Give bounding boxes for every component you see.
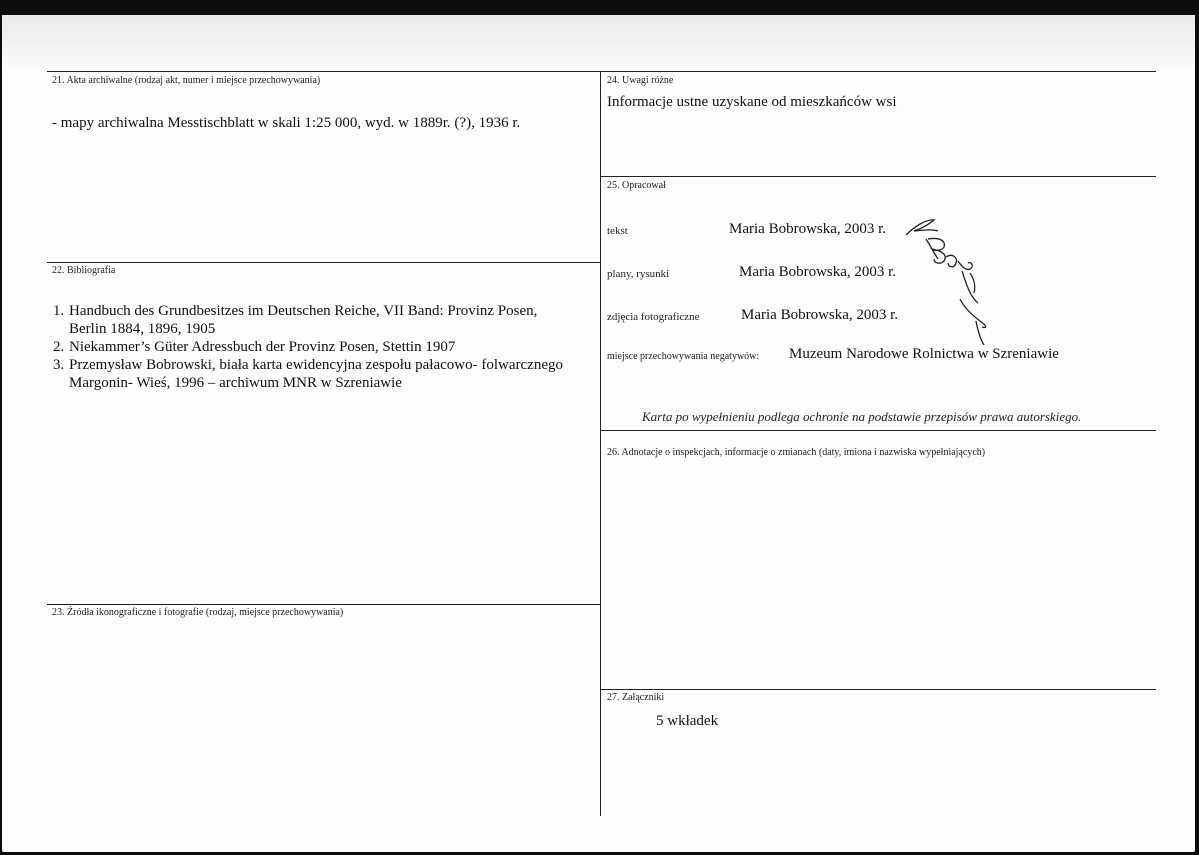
section-22-header: 22. Bibliografia (52, 265, 116, 276)
bibliography-item-line: Berlin 1884, 1896, 1905 (69, 321, 216, 337)
divider-vertical (600, 71, 601, 816)
copyright-note: Karta po wypełnieniu podlega ochronie na podstawie przepisów prawa autorskiego. (642, 409, 1082, 424)
bibliography-item (53, 338, 593, 356)
author-row-value: Maria Bobrowska, 2003 r. (729, 221, 887, 237)
bibliography-item-line: Margonin- Wieś, 1996 – archiwum MNR w Szreniawie (69, 375, 402, 391)
scan-shading (2, 15, 1195, 75)
section-26-header: 26. Adnotacje o inspekcjach, informacje o zmianach (daty, imiona i nazwiska wypełniających) (607, 447, 986, 458)
section-23-header: 23. Źródła ikonograficzne i fotografie (rodzaj, miejsce przechowywania) (52, 607, 344, 618)
bibliography-item-line: Handbuch des Grundbesitzes im Deutschen Reiche, VII Band: Provinz Posen, (69, 303, 538, 319)
bibliography-list (53, 302, 593, 392)
bibliography-item-line: Niekammer’s Güter Adressbuch der Provinz Posen, Stettin 1907 (69, 339, 456, 355)
bibliography-item (53, 302, 593, 338)
section-21-text: - mapy archiwalna Messtischblatt w skali 1:25 000, wyd. w 1889r. (?), 1936 r. (52, 115, 521, 131)
divider-section-27 (600, 689, 1156, 690)
author-row-label: zdjęcia fotograficzne (607, 311, 700, 323)
divider-section-26 (600, 430, 1156, 431)
bibliography-item-line: Przemysław Bobrowski, biała karta ewidencyjna zespołu pałacowo- folwarcznego (69, 357, 563, 373)
divider-top (47, 71, 1156, 72)
section-24-text: Informacje ustne uzyskane od mieszkańców wsi (607, 94, 897, 110)
section-24-header: 24. Uwagi różne (607, 75, 674, 86)
form-sheet (2, 15, 1195, 852)
bibliography-item-number: 3. (53, 357, 65, 373)
bibliography-item-number: 2. (53, 339, 65, 355)
divider-section-22 (47, 262, 600, 263)
negatives-storage-label: miejsce przechowywania negatywów: (607, 351, 760, 362)
section-25-header: 25. Opracował (607, 180, 666, 191)
handwritten-signature-icon (900, 213, 1000, 348)
author-row-value: Maria Bobrowska, 2003 r. (739, 264, 897, 280)
author-row-label: tekst (607, 225, 628, 237)
author-row-value: Maria Bobrowska, 2003 r. (741, 307, 899, 323)
bibliography-item (53, 356, 593, 392)
section-27-header: 27. Załączniki (607, 692, 665, 703)
divider-section-25 (600, 176, 1156, 177)
bibliography-item-number: 1. (53, 303, 65, 319)
divider-section-23 (47, 604, 600, 605)
section-21-header: 21. Akta archiwalne (rodzaj akt, numer i miejsce przechowywania) (52, 75, 321, 86)
author-row-label: plany, rysunki (607, 268, 670, 280)
section-27-text: 5 wkładek (656, 713, 719, 729)
negatives-storage-value: Muzeum Narodowe Rolnictwa w Szreniawie (789, 346, 1059, 362)
